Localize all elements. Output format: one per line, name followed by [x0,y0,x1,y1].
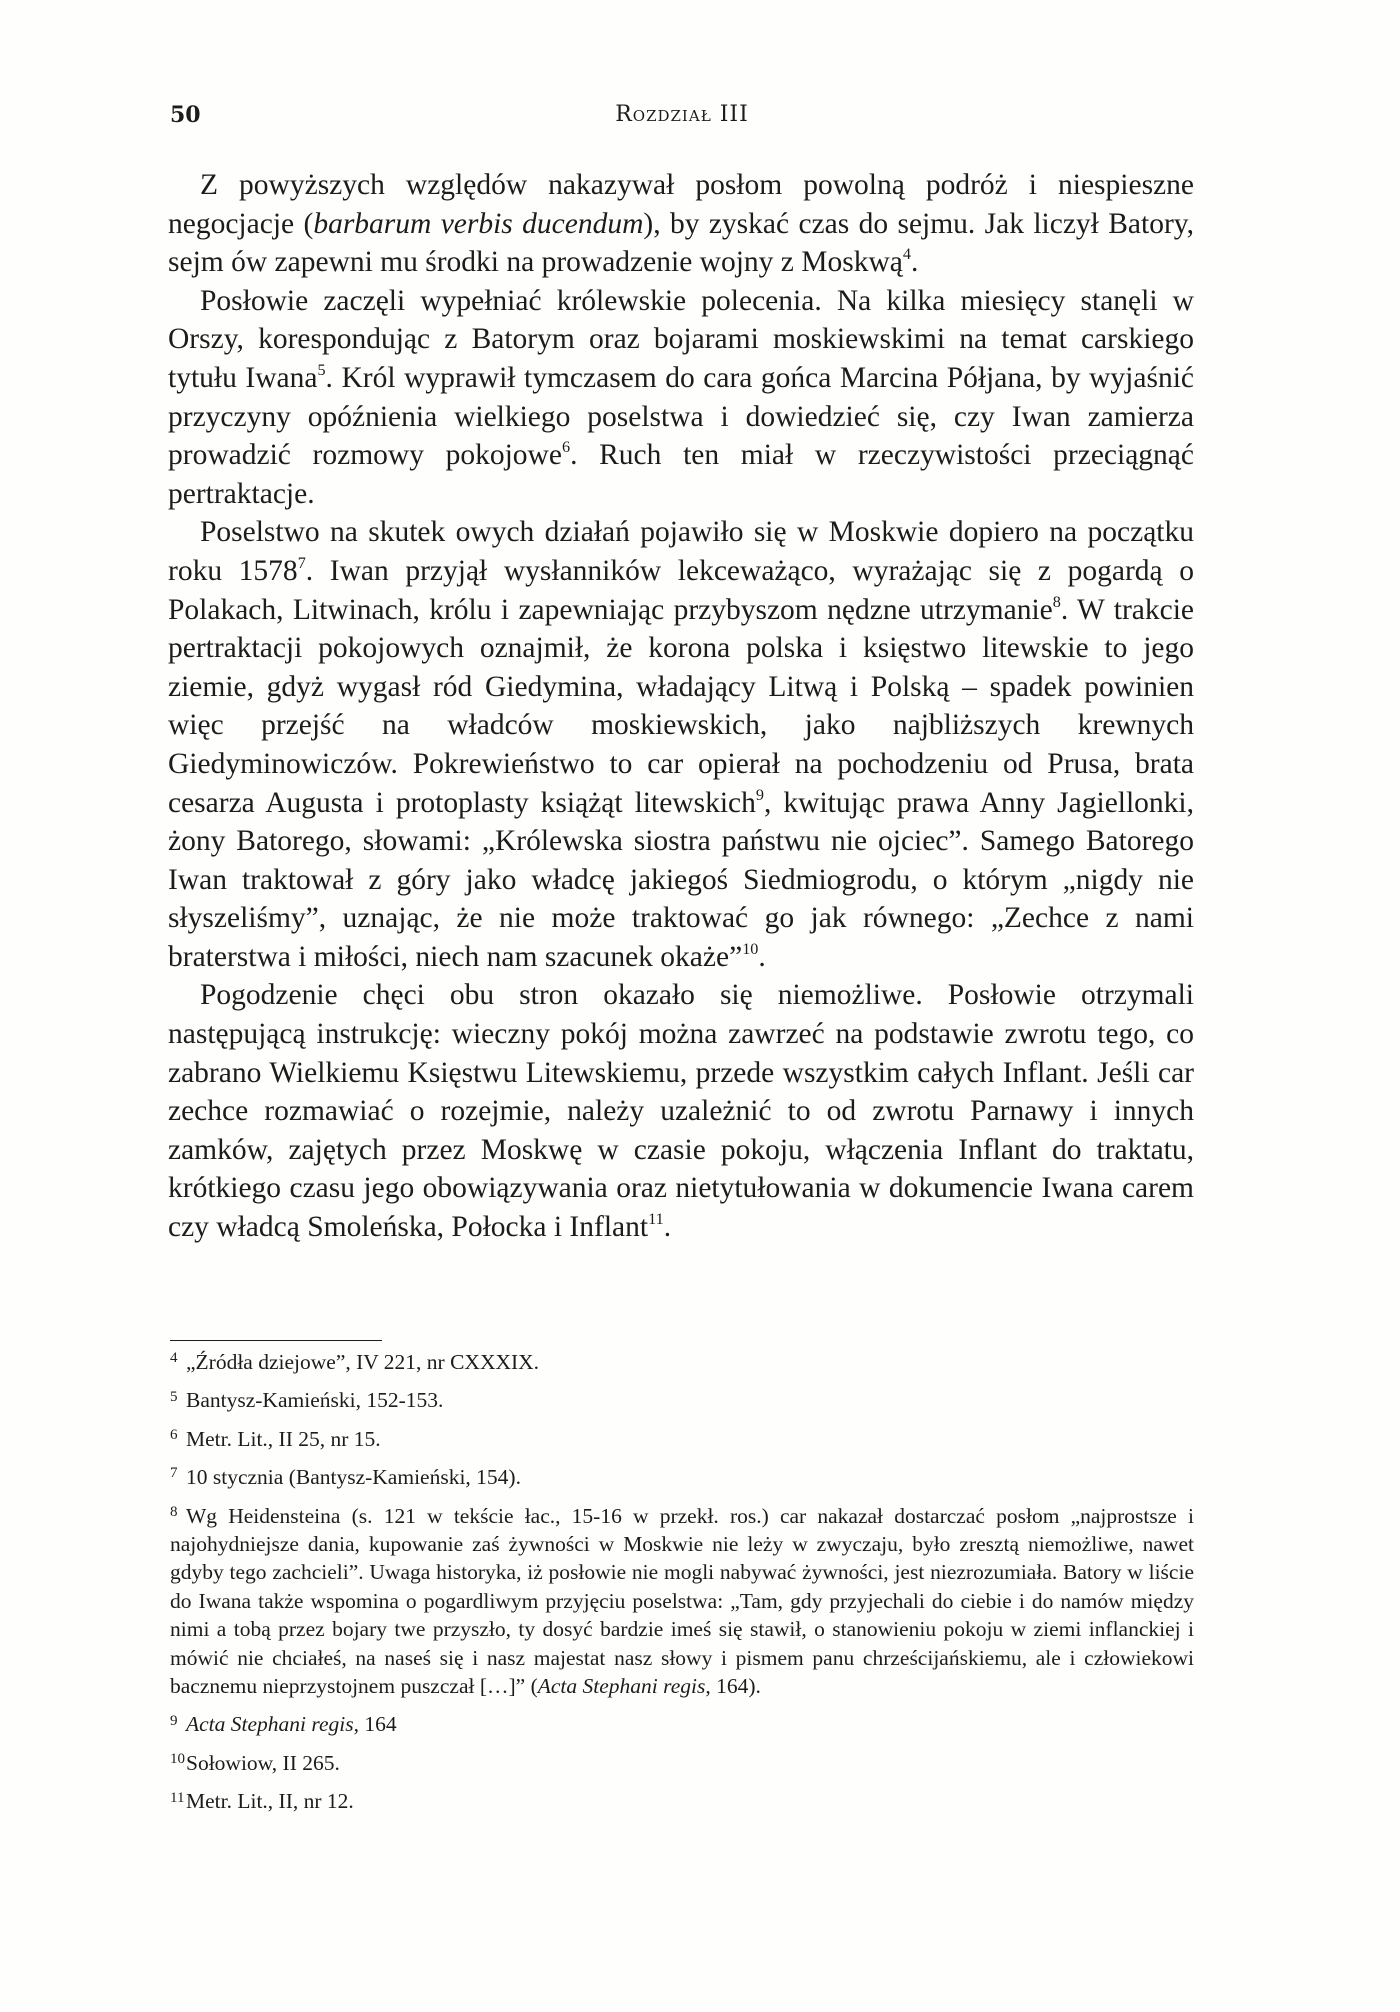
text-run: Z powyższych względów nakazywał posłom powolną podróż i niespieszne negocjacje ( [168,169,1194,240]
italic-text: barbarum verbis ducendum [313,207,644,240]
page-number: 50 [170,102,201,128]
paragraph [168,513,1194,976]
text-run: Sołowiow, II 265. [186,1750,340,1775]
paragraph [168,976,1194,1246]
footnote: 4 „Źródła dziejowe”, IV 221, nr CXXXIX. [170,1350,540,1374]
page-header [170,102,1194,138]
running-head: Rozdział III [615,102,749,127]
text-run: , 164). [705,1674,761,1699]
footnote-reference: 6 [561,438,571,456]
footnote: 5 Bantysz-Kamieński, 152-153. [170,1388,444,1413]
footnote: 10Sołowiow, II 265. [170,1750,340,1775]
text-run: Metr. Lit., II 25, nr 15. [186,1426,381,1451]
footnote: 11Metr. Lit., II, nr 12. [170,1789,354,1814]
footnote-reference: 4 [902,245,911,264]
footnotes [170,1348,1194,1826]
text-run: , 164 [353,1712,397,1737]
footnote-reference: 5 [317,360,326,379]
text-run: Metr. Lit., II, nr 12. [186,1789,354,1814]
text-run: . [910,246,919,279]
text-run: Poselstwo na skutek owych działań pojawiło się w Moskwie dopiero na początku roku 1578 [168,516,1194,587]
text-run: . [663,1211,672,1244]
text-run: Wg Heidensteina (s. 121 w tekście łac., 15-16 w przekł. ros.) car nakazał dostarczać posłom „najprostsze i najohydniejsze dania, kupowanie zaś żywności w Moskwie nie leży w zwyczaju, było zresztą niemożliwe, nawet gdyby tego zachcieli”. Uwaga historyka, iż posłowie nie mogli nabywać żywności, jest niezrozumiała. Batory w liście do Iwana także wspomina o pogardliwym przyjęciu poselstwa: „Tam, gdy przyjechali do ciebie i do namów między nimi a tobą przez bojary twe przyszło, ty dosyć bardzie imeś się stawił, o stanowieniu pokoju w ziemi inflanckiej i mówić nie chciałeś, na naseś się i nasz majestat nasz słowy i pismem panu chrześcijańskiemu, ale i człowiekowi bacznemu nieprzystojnem puszczał […]” ( [170,1503,1194,1699]
footnote: 8 Wg Heidensteina (s. 121 w tekście łac., 15-16 w przekł. ros.) car nakazał dostarczać posłom „najprostsze i najohydniejsze dania, kupowanie zaś żywności w Moskwie nie leży w zwyczaju, było zresztą niemożliwe, nawet gdyby tego zachcieli”. Uwaga historyka, iż posłowie nie mogli nabywać żywności, jest niezrozumiała. Batory w liście do Iwana także wspomina o pogardliwym przyjęciu poselstwa: „Tam, gdy przyjechali do ciebie i do namów między nimi a tobą przez bojary twe przyszło, ty dosyć bardzie imeś się stawił, o stanowieniu pokoju w ziemi inflanckiej i mówić nie chciałeś, na naseś się i nasz majestat nasz słowy i pismem panu chrześcijańskiemu, ale i człowiekowi bacznemu nieprzystojnem puszczał […]” (Acta Stephani regis, 164). [170,1503,1194,1699]
paragraph [168,166,1194,282]
footnote: 6 Metr. Lit., II 25, nr 15. [170,1426,381,1451]
text-run: Pogodzenie chęci obu stron okazało się niemożliwe. Posłowie otrzymali następującą instrukcję: wieczny pokój można zawrzeć na podstawie zwrotu tego, co zabrano Wielkiemu Księstwu Litewskiemu, przede wszystkim całych Inflant. Jeśli car zechce rozmawiać o rozejmie, należy uzależnić to od zwrotu Parnawy i innych zamków, zajętych przez Moskwę w czasie pokoju, włączenia Inflant do traktatu, krótkiego czasu jego obowiązywania oraz nietytułowania w dokumencie Iwana carem czy władcą Smoleńska, Połocka i Inflant [168,979,1194,1244]
footnote-reference: 10 [742,939,759,958]
text-run: „Źródła dziejowe”, IV 221, nr CXXXIX. [186,1350,540,1374]
text-run: . Iwan przyjął wysłanników lekceważąco, wyrażając się z pogardą o Polakach, Litwinach, królu i zapewniając przybyszom nędzne utrzymanie [168,554,1194,626]
footnote-reference: 9 [755,785,764,804]
text-run: . Król wyprawił tymczasem do cara gońca Marcina Półjana, by wyjaśnić przyczyny opóźnienia wielkiego poselstwa i dowiedzieć się, czy Iwan zamierza prowadzić rozmowy pokojowe [168,361,1194,472]
text-run: 10 stycznia (Bantysz-Kamieński, 154). [186,1465,521,1490]
footnote-reference: 11 [648,1209,664,1228]
footnote: 7 10 stycznia (Bantysz-Kamieński, 154). [170,1465,521,1490]
text-run: ), by zyskać czas do sejmu. Jak liczył Batory, sejm ów zapewni mu środki na prowadzenie wojny z Moskwą [168,207,1194,279]
text-run: . [758,940,766,973]
italic-text: Acta Stephani regis [537,1674,706,1699]
footnote-reference: 7 [297,553,306,572]
footnote: 9 Acta Stephani regis, 164 [170,1712,397,1737]
text-run: Bantysz-Kamieński, 152-153. [186,1388,444,1413]
text-run: , kwitując prawa Anny Jagiellonki, żony Batorego, słowami: „Królewska siostra państwu nie ojciec”. Samego Batorego Iwan traktował z góry jako władcę jakiegoś Siedmiogrodu, o którym „nigdy nie słyszeliśmy”, uznając, że nie może traktować go jak równego: „Zechce z nami braterstwa i miłości, niech nam szacunek okaże” [168,786,1194,973]
main-text [168,166,1194,1247]
text-run: . W trakcie pertraktacji pokojowych oznajmił, że korona polska i księstwo litewskie to jego ziemie, gdyż wygasł ród Giedymina, władający Litwą i Polską – spadek powinien więc przejść na władców moskiewskich, jako najbliższych krewnych Giedyminowiczów. Pokrewieństwo to car opierał na pochodzeniu od Prusa, brata cesarza Augusta i protoplasty książąt litewskich [168,593,1194,819]
italic-text: Acta Stephani regis [186,1712,354,1737]
footnote-reference: 8 [1052,592,1061,611]
paragraph [168,282,1194,514]
text-run: . Ruch ten miał w rzeczywistości przeciągnąć pertraktacje. [168,439,1194,510]
footnote-separator [170,1340,382,1341]
text-run: Posłowie zaczęli wypełniać królewskie polecenia. Na kilka miesięcy stanęli w Orszy, korespondując z Batorym oraz bojarami moskiewskimi na temat carskiego tytułu Iwana [168,284,1194,394]
